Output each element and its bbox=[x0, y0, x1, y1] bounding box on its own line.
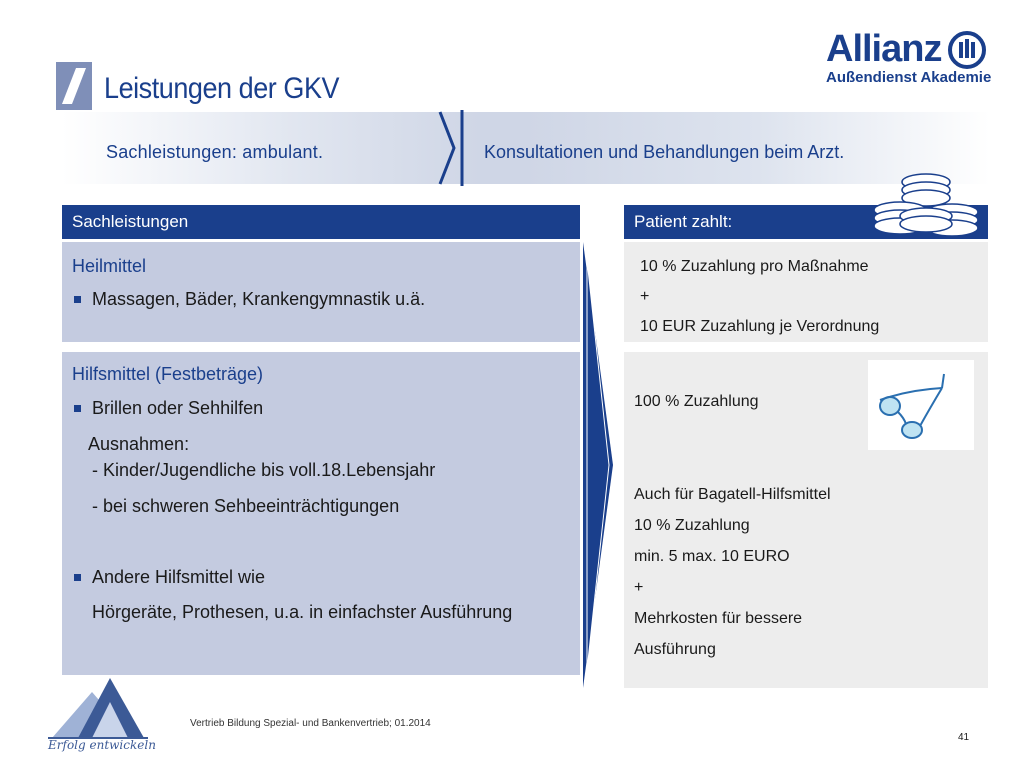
patient-heilmittel-line3: 10 EUR Zuzahlung je Verordnung bbox=[640, 318, 880, 335]
patient-hilfsmittel-line6: Mehrkosten für bessere bbox=[634, 610, 803, 627]
patient-heilmittel-line1: 10 % Zuzahlung pro Maßnahme bbox=[640, 258, 869, 275]
footer-text: Vertrieb Bildung Spezial- und Bankenvertrieb; 01.2014 bbox=[190, 718, 431, 729]
logo-brand: Allianz bbox=[826, 28, 942, 70]
bullet-icon bbox=[74, 574, 81, 581]
heilmittel-panel bbox=[62, 242, 580, 342]
exceptions-label: Ausnahmen: bbox=[88, 434, 190, 454]
allianz-eagle-icon bbox=[947, 30, 987, 70]
bullet-icon bbox=[74, 405, 81, 412]
exception-2: - bei schweren Sehbeeinträchtigungen bbox=[92, 496, 400, 516]
patient-heilmittel-panel bbox=[624, 242, 988, 342]
patient-hilfsmittel-line3: 10 % Zuzahlung bbox=[634, 517, 750, 534]
patient-hilfsmittel-line7: Ausführung bbox=[634, 641, 716, 658]
allianz-logo bbox=[826, 28, 991, 86]
band-right-text: Konsultationen und Behandlungen beim Arzt. bbox=[484, 142, 845, 162]
page-title: Leistungen der GKV bbox=[104, 72, 340, 105]
title-slash-icon bbox=[56, 62, 92, 110]
patient-zahlt-header: Patient zahlt: bbox=[624, 205, 988, 239]
hilfsmittel-item2: Andere Hilfsmittel wie bbox=[92, 567, 266, 587]
heilmittel-heading: Heilmittel bbox=[72, 256, 147, 276]
patient-heilmittel-line2: + bbox=[640, 288, 650, 305]
hilfsmittel-heading: Hilfsmittel (Festbeträge) bbox=[72, 364, 264, 384]
footer-slogan: Erfolg entwickeln bbox=[48, 738, 156, 752]
logo-subtitle: Außendienst Akademie bbox=[826, 69, 992, 86]
hilfsmittel-panel bbox=[62, 352, 580, 675]
heilmittel-item: Massagen, Bäder, Krankengymnastik u.ä. bbox=[92, 289, 426, 309]
patient-hilfsmittel-line5: + bbox=[634, 579, 644, 596]
hilfsmittel-item2-detail: Hörgeräte, Prothesen, u.a. in einfachster Ausführung bbox=[92, 602, 513, 622]
patient-hilfsmittel-line4: min. 5 max. 10 EURO bbox=[634, 548, 790, 565]
glasses-icon bbox=[868, 360, 974, 450]
bullet-icon bbox=[74, 296, 81, 303]
coins-icon bbox=[870, 170, 982, 240]
arrow-right-icon bbox=[583, 242, 615, 688]
patient-hilfsmittel-line1: 100 % Zuzahlung bbox=[634, 393, 759, 410]
exception-1: - Kinder/Jugendliche bis voll.18.Lebensjahr bbox=[92, 460, 436, 480]
band-left-text: Sachleistungen: ambulant. bbox=[106, 142, 324, 162]
hilfsmittel-item1: Brillen oder Sehhilfen bbox=[92, 398, 264, 418]
patient-hilfsmittel-line2: Auch für Bagatell-Hilfsmittel bbox=[634, 486, 831, 503]
glasses-image bbox=[868, 360, 974, 450]
chevron-right-icon bbox=[436, 110, 470, 186]
sachleistungen-header: Sachleistungen bbox=[62, 205, 580, 239]
page-number: 41 bbox=[958, 732, 970, 743]
